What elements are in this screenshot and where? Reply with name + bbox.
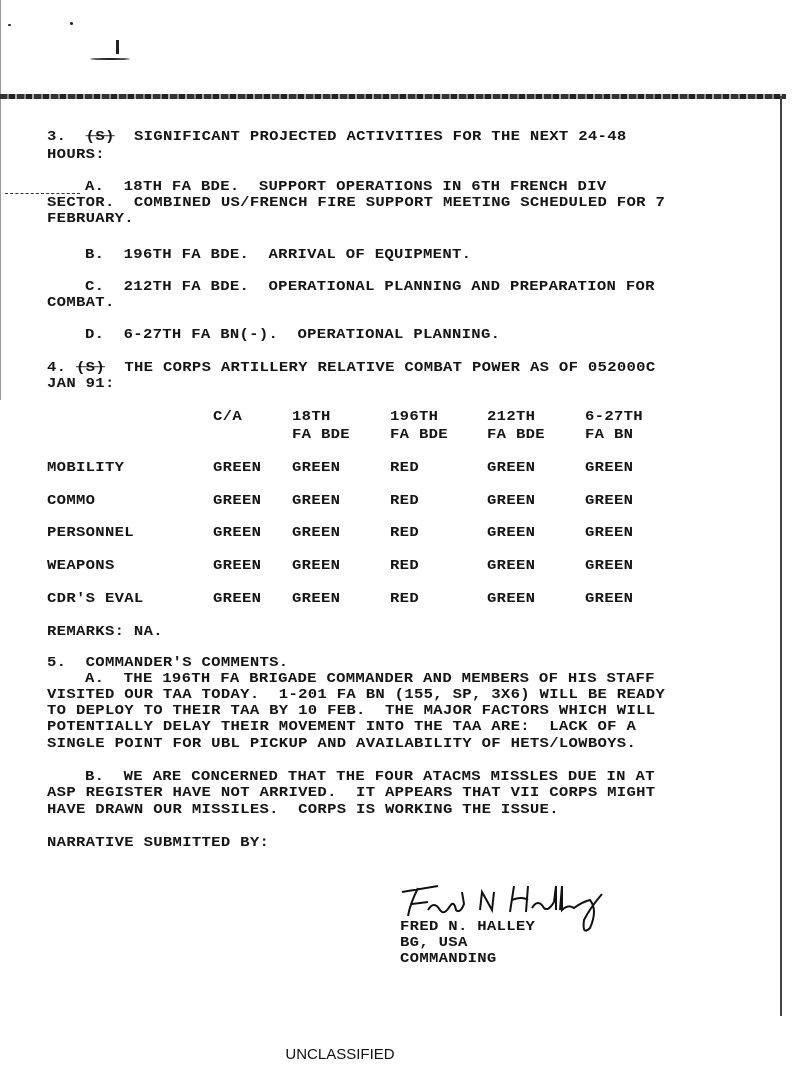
column-header: 18TH [292,408,331,425]
status-cell: GREEN [292,459,341,476]
comment-a-line: TO DEPLOY TO THEIR TAA BY 10 FEB. THE MAJOR FACTORS WHICH WILL [47,702,656,719]
status-cell: GREEN [213,590,262,607]
column-header: FA BN [585,426,634,443]
remarks: REMARKS: NA. [47,623,163,640]
status-cell: GREEN [585,492,634,509]
status-cell: RED [390,459,419,476]
status-cell: GREEN [487,590,536,607]
comment-a-line: A. THE 196TH FA BRIGADE COMMANDER AND MEMBERS OF HIS STAFF [85,670,655,687]
status-cell: GREEN [292,557,341,574]
item-c-line: COMBAT. [47,294,115,311]
scan-speck [8,24,11,26]
status-cell: RED [390,524,419,541]
section5-heading: 5. COMMANDER'S COMMENTS. [47,654,289,671]
scan-speck [116,40,119,54]
column-header: FA BDE [390,426,448,443]
status-cell: RED [390,590,419,607]
signer-title: COMMANDING [400,950,497,967]
item-c-line: C. 212TH FA BDE. OPERATIONAL PLANNING AND PREPARATION FOR [85,278,655,295]
row-label: PERSONNEL [47,524,134,541]
status-cell: GREEN [487,524,536,541]
comment-b-line: HAVE DRAWN OUR MISSILES. CORPS IS WORKING THE ISSUE. [47,801,559,818]
column-header: 6-27TH [585,408,643,425]
column-header: C/A [213,408,242,425]
comment-a-line: SINGLE POINT FOR UBL PICKUP AND AVAILABILITY OF HETS/LOWBOYS. [47,735,637,752]
item-d-line: D. 6-27TH FA BN(-). OPERATIONAL PLANNING. [85,326,501,343]
scan-speck [70,22,73,25]
status-cell: GREEN [292,492,341,509]
scan-edge-right [780,96,782,1016]
status-cell: GREEN [213,492,262,509]
header-rule [0,94,786,99]
status-cell: RED [390,492,419,509]
status-cell: GREEN [487,459,536,476]
signer-rank: BG, USA [400,934,468,951]
row-label: CDR'S EVAL [47,590,144,607]
column-header: 196TH [390,408,439,425]
status-cell: GREEN [487,557,536,574]
classification-marking: (S) [76,359,105,376]
status-cell: GREEN [585,590,634,607]
section4-heading-cont: JAN 91: [47,375,115,392]
narrative-label: NARRATIVE SUBMITTED BY: [47,834,270,851]
status-cell: GREEN [292,590,341,607]
row-label: COMMO [47,492,96,509]
status-cell: GREEN [585,557,634,574]
item-b-line: B. 196TH FA BDE. ARRIVAL OF EQUIPMENT. [85,246,472,263]
status-cell: GREEN [213,557,262,574]
item-a-line: A. 18TH FA BDE. SUPPORT OPERATIONS IN 6TH FRENCH DIV [85,178,607,195]
status-cell: GREEN [292,524,341,541]
comment-a-line: VISITED OUR TAA TODAY. 1-201 FA BN (155, SP, 3X6) WILL BE READY [47,686,666,703]
status-cell: RED [390,557,419,574]
scan-speck [90,58,130,60]
status-cell: GREEN [487,492,536,509]
section3-heading-cont: HOURS: [47,146,105,163]
item-a-line: FEBRUARY. [47,210,134,227]
section4-heading: 4. (S) THE CORPS ARTILLERY RELATIVE COMBAT POWER AS OF 052000C [47,359,656,376]
item-a-line: SECTOR. COMBINED US/FRENCH FIRE SUPPORT MEETING SCHEDULED FOR 7 [47,194,666,211]
signer-name: FRED N. HALLEY [400,918,536,935]
status-cell: GREEN [213,459,262,476]
status-cell: GREEN [585,459,634,476]
section3-heading: 3. (S) SIGNIFICANT PROJECTED ACTIVITIES FOR THE NEXT 24-48 [47,128,627,145]
row-label: MOBILITY [47,459,125,476]
status-cell: GREEN [213,524,262,541]
status-cell: GREEN [585,524,634,541]
comment-b-line: ASP REGISTER HAVE NOT ARRIVED. IT APPEARS THAT VII CORPS MIGHT [47,784,656,801]
column-header: FA BDE [292,426,350,443]
comment-b-line: B. WE ARE CONCERNED THAT THE FOUR ATACMS MISSLES DUE IN AT [85,768,655,785]
classification-footer: UNCLASSIFIED [285,1046,395,1063]
row-label: WEAPONS [47,557,115,574]
column-header: FA BDE [487,426,545,443]
classification-marking: (S) [85,128,115,145]
scan-edge-left [0,0,1,400]
comment-a-line: POTENTIALLY DELAY THEIR MOVEMENT INTO THE TAA ARE: LACK OF A [47,718,637,735]
column-header: 212TH [487,408,536,425]
